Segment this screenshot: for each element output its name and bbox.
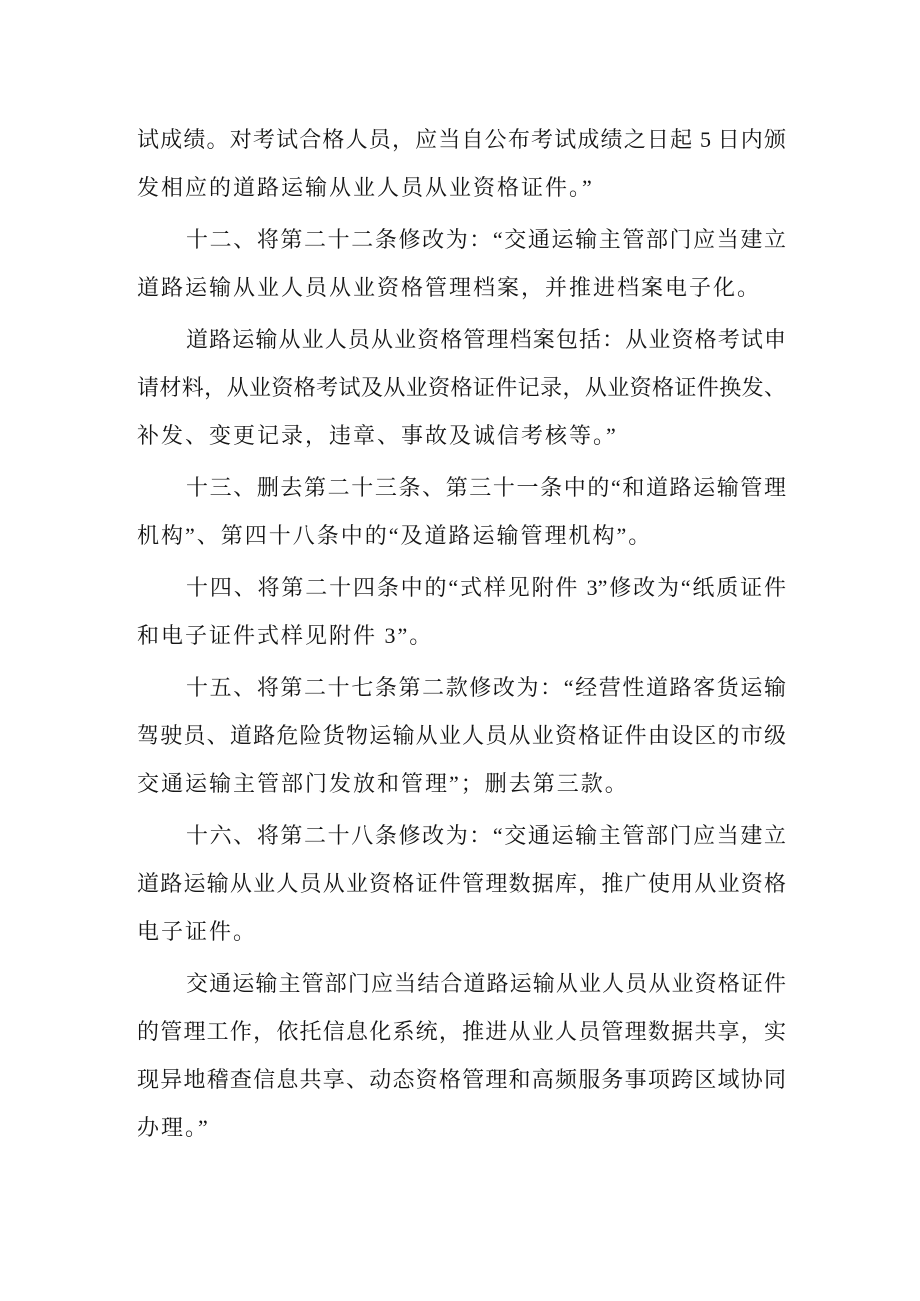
text-line: 现异地稽查信息共享、动态资格管理和高频服务事项跨区域协同 (137, 1067, 786, 1092)
paragraph-data-sharing (137, 960, 786, 1152)
paragraph-item-12 (137, 216, 786, 312)
text-line: 十二、将第二十二条修改为：“交通运输主管部门应当建立 (186, 227, 786, 252)
paragraph-item-16 (137, 812, 786, 956)
text-line: 发相应的道路运输从业人员从业资格证件。” (137, 175, 594, 200)
text-line: 十三、删去第二十三条、第三十一条中的“和道路运输管理 (186, 475, 786, 500)
text-line: 办理。” (137, 1115, 210, 1140)
document-page (137, 116, 786, 1152)
text-line: 道路运输从业人员从业资格管理档案，并推进档案电子化。 (137, 275, 762, 300)
text-line: 十五、将第二十七条第二款修改为：“经营性道路客货运输 (186, 675, 786, 700)
text-line: 请材料，从业资格考试及从业资格证件记录，从业资格证件换发、 (137, 375, 786, 400)
paragraph-item-13 (137, 464, 786, 560)
text-line: 电子证件。 (137, 919, 258, 944)
paragraph-archive-contents (137, 316, 786, 460)
text-line: 驾驶员、道路危险货物运输从业人员从业资格证件由设区的市级 (137, 723, 786, 748)
paragraph-continuation (137, 116, 786, 212)
text-line: 和电子证件式样见附件 3”。 (137, 623, 434, 648)
text-line: 交通运输主管部门应当结合道路运输从业人员从业资格证件 (186, 971, 786, 996)
text-line: 道路运输从业人员从业资格证件管理数据库，推广使用从业资格 (137, 871, 786, 896)
text-line: 十六、将第二十八条修改为：“交通运输主管部门应当建立 (186, 823, 786, 848)
text-line: 道路运输从业人员从业资格管理档案包括：从业资格考试申 (186, 327, 786, 352)
paragraph-item-15 (137, 664, 786, 808)
text-line: 的管理工作，依托信息化系统，推进从业人员管理数据共享，实 (137, 1019, 786, 1044)
text-line: 交通运输主管部门发放和管理”；删去第三款。 (137, 771, 629, 796)
text-line: 十四、将第二十四条中的“式样见附件 3”修改为“纸质证件 (186, 575, 786, 600)
paragraph-item-14 (137, 564, 786, 660)
text-line: 试成绩。对考试合格人员，应当自公布考试成绩之日起 5 日内颁 (137, 127, 786, 152)
text-line: 补发、变更记录，违章、事故及诚信考核等。” (137, 423, 618, 448)
text-line: 机构”、第四十八条中的“及道路运输管理机构”。 (137, 523, 653, 548)
